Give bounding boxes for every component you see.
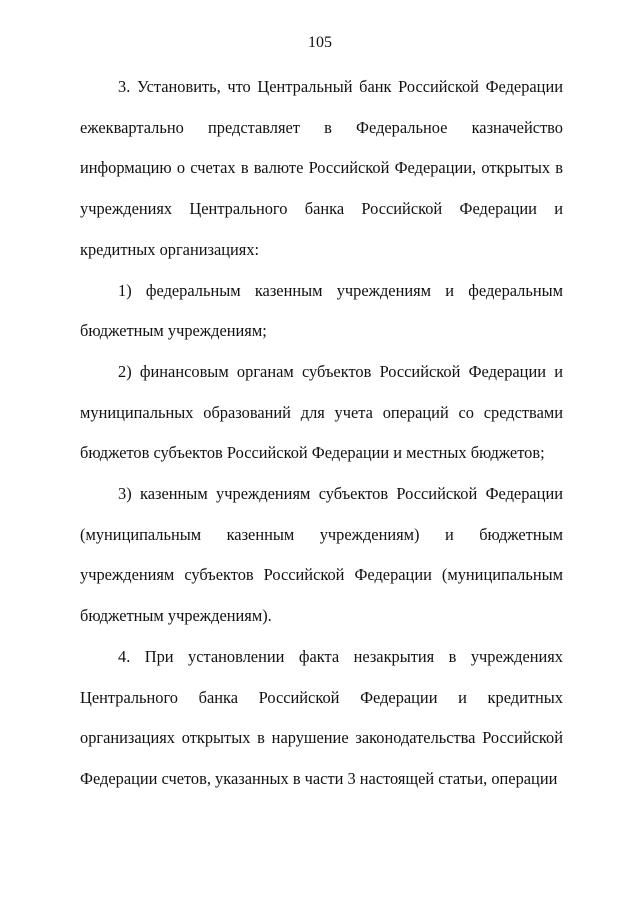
document-body	[80, 67, 563, 800]
paragraph-3-item-3: 3) казенным учреждениям субъектов Российской Федерации (муниципальным казенным учреждениям) и бюджетным учреждениям субъектов Российской Федерации (муниципальным бюджетным учреждениям).	[80, 484, 563, 626]
paragraph-4: 4. При установлении факта незакрытия в учреждениях Центрального банка Российской Федерации и кредитных организациях открытых в нарушение законодательства Российской Федерации счетов, указанных в части 3 настоящей статьи, операции	[80, 646, 563, 788]
paragraph-3-item-2: 2) финансовым органам субъектов Российской Федерации и муниципальных образований для учета операций со средствами бюджетов субъектов Российской Федерации и местных бюджетов;	[80, 361, 563, 463]
paragraph-3-item-1: 1) федеральным казенным учреждениям и федеральным бюджетным учреждениям;	[80, 280, 563, 341]
page-number: 105	[308, 34, 332, 51]
paragraph-3: 3. Установить, что Центральный банк Российской Федерации ежеквартально представляет в Федеральное казначейство информацию о счетах в валюте Российской Федерации, открытых в учреждениях Центрального банка Российской Федерации и кредитных организациях:	[80, 77, 563, 259]
